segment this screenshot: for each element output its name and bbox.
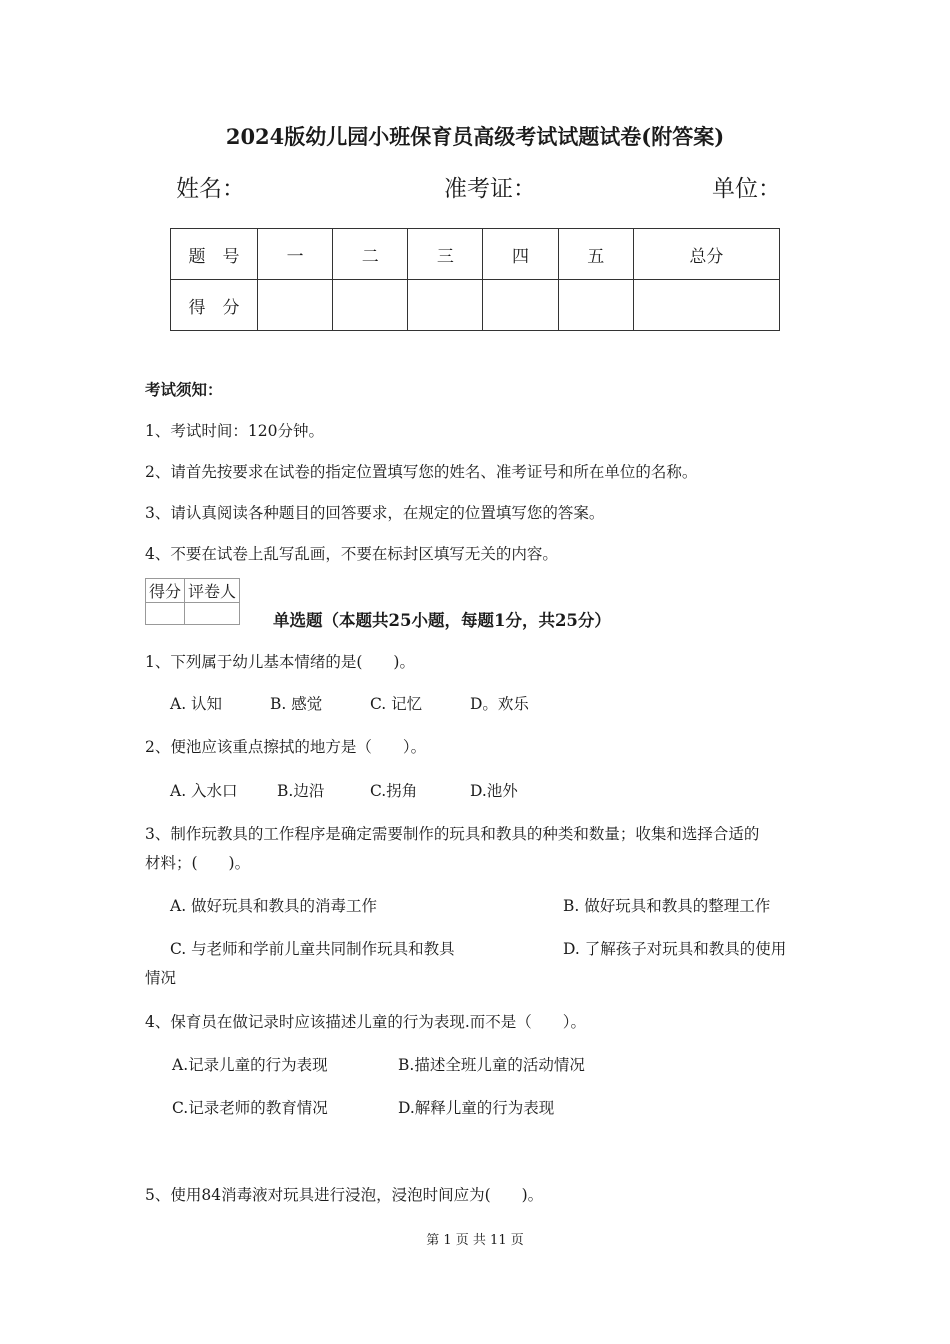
- score-cell[interactable]: [333, 280, 408, 331]
- score-row-label: 得 分: [171, 280, 258, 331]
- score-cell[interactable]: [483, 280, 558, 331]
- score-table-score-row: [171, 280, 780, 331]
- question-stem-continued: 材料；( )。: [145, 854, 251, 872]
- option-c[interactable]: C.记录老师的教育情况: [172, 1099, 328, 1117]
- grader-name-label: 评卷人: [185, 579, 240, 603]
- option-d-continued: 情况: [145, 969, 177, 987]
- option-b[interactable]: B. 感觉: [270, 695, 323, 713]
- option-d[interactable]: D.池外: [470, 782, 518, 800]
- question-stem: 2、便池应该重点擦拭的地方是（ ）。: [145, 738, 427, 756]
- notice-heading: 考试须知：: [145, 380, 223, 399]
- score-table-header-cell: 四: [483, 229, 558, 280]
- grader-score-cell[interactable]: [146, 603, 185, 625]
- option-d[interactable]: D. 了解孩子对玩具和教具的使用: [563, 940, 787, 958]
- section-title: 单选题（本题共25小题，每题1分，共25分）: [273, 611, 611, 630]
- score-cell[interactable]: [633, 280, 779, 331]
- option-b[interactable]: B.边沿: [277, 782, 325, 800]
- option-c[interactable]: C. 记忆: [370, 695, 423, 713]
- option-c[interactable]: C.拐角: [370, 782, 418, 800]
- question-stem: 5、使用84消毒液对玩具进行浸泡，浸泡时间应为( )。: [145, 1186, 544, 1204]
- notice-item: 3、请认真阅读各种题目的回答要求，在规定的位置填写您的答案。: [145, 504, 605, 522]
- notice-item: 1、考试时间：120分钟。: [145, 422, 324, 440]
- page-footer: 第 1 页 共 11 页: [426, 1233, 524, 1248]
- score-cell[interactable]: [258, 280, 333, 331]
- exam-title: 2024版幼儿园小班保育员高级考试试题试卷(附答案): [225, 124, 725, 149]
- notice-item: 2、请首先按要求在试卷的指定位置填写您的姓名、准考证号和所在单位的名称。: [145, 463, 698, 481]
- score-table-header-cell: 总分: [633, 229, 779, 280]
- score-cell[interactable]: [408, 280, 483, 331]
- option-d[interactable]: D.解释儿童的行为表现: [398, 1099, 555, 1117]
- name-field-label: 姓名：: [176, 176, 245, 202]
- option-b[interactable]: B.描述全班儿童的活动情况: [398, 1056, 585, 1074]
- grader-name-cell[interactable]: [185, 603, 240, 625]
- question-stem: 4、保育员在做记录时应该描述儿童的行为表现.而不是（ ）。: [145, 1013, 587, 1031]
- option-a[interactable]: A. 做好玩具和教具的消毒工作: [170, 897, 378, 915]
- exam-id-field-label: 准考证：: [444, 176, 536, 202]
- score-table-header-cell: 二: [333, 229, 408, 280]
- score-cell[interactable]: [558, 280, 633, 331]
- option-a[interactable]: A.记录儿童的行为表现: [172, 1056, 328, 1074]
- score-table-header-cell: 五: [558, 229, 633, 280]
- score-table-header-row: [171, 229, 780, 280]
- option-b[interactable]: B. 做好玩具和教具的整理工作: [563, 897, 771, 915]
- notice-item: 4、不要在试卷上乱写乱画，不要在标封区填写无关的内容。: [145, 545, 558, 563]
- score-table-header-cell: 一: [258, 229, 333, 280]
- unit-field-label: 单位：: [712, 176, 781, 202]
- question-stem: 1、下列属于幼儿基本情绪的是( )。: [145, 653, 415, 671]
- option-a[interactable]: A. 入水口: [170, 782, 238, 800]
- score-table-header-cell: 题 号: [171, 229, 258, 280]
- question-stem: 3、制作玩教具的工作程序是确定需要制作的玩具和教具的种类和数量；收集和选择合适的: [145, 825, 760, 843]
- option-c[interactable]: C. 与老师和学前儿童共同制作玩具和教具: [170, 940, 455, 958]
- grader-box: [145, 578, 240, 625]
- score-table-header-cell: 三: [408, 229, 483, 280]
- grader-score-label: 得分: [146, 579, 185, 603]
- option-a[interactable]: A. 认知: [170, 695, 223, 713]
- score-table: [170, 228, 780, 331]
- option-d[interactable]: D。欢乐: [470, 695, 529, 713]
